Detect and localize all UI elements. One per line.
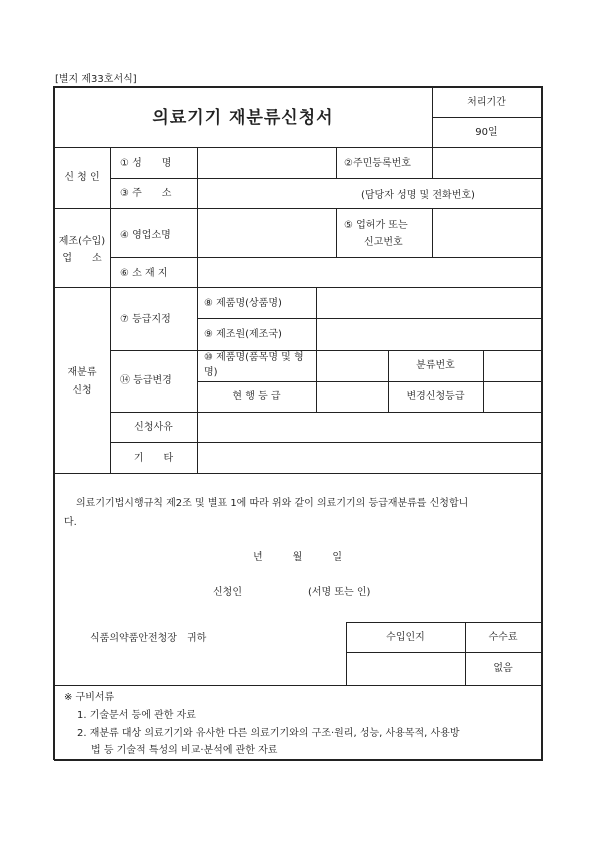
current-grade-field[interactable] bbox=[317, 382, 387, 411]
product-model-label-line2: 명) bbox=[204, 367, 218, 378]
other-label: 기 타 bbox=[133, 453, 174, 464]
product-model-field[interactable] bbox=[317, 351, 387, 380]
docs-item1: 1. 기술문서 등에 관한 자료 bbox=[77, 710, 196, 721]
origin-label: ⑨ 제조원(제조국) bbox=[204, 329, 282, 340]
reason-field[interactable] bbox=[198, 413, 540, 441]
recipient: 식품의약품안전청장 귀하 bbox=[90, 633, 207, 644]
docs-item2-line1: 2. 재분류 대상 의료기기와 유사한 다른 의료기기와의 구조·원리, 성능, 사용목적, 사용방 bbox=[77, 728, 460, 739]
rrn-label: ②주민등록번호 bbox=[344, 158, 411, 169]
license-label-line2: 신고번호 bbox=[364, 237, 403, 248]
other-field[interactable] bbox=[198, 443, 540, 472]
statement-line2: 다. bbox=[64, 517, 77, 528]
grade-designation-label: ⑦ 등급지정 bbox=[120, 314, 171, 325]
name-field[interactable] bbox=[198, 148, 335, 177]
requested-grade-label: 변경신청등급 bbox=[406, 391, 465, 402]
location-field[interactable] bbox=[198, 258, 540, 286]
fee-value: 없음 bbox=[493, 663, 513, 674]
requested-grade-field[interactable] bbox=[484, 382, 540, 411]
grade-change-label: ⑭ 등급변경 bbox=[120, 375, 172, 386]
rrn-field[interactable] bbox=[433, 148, 540, 177]
form-title: 의료기기 재분류신청서 bbox=[152, 108, 334, 128]
name-label: ① 성 명 bbox=[120, 158, 172, 169]
origin-field[interactable] bbox=[317, 319, 540, 349]
reason-label: 신청사유 bbox=[134, 422, 173, 433]
date-line: 년 월 일 bbox=[253, 552, 342, 563]
fee-label: 수수료 bbox=[488, 632, 518, 643]
class-number-label: 분류번호 bbox=[416, 360, 455, 371]
revenue-stamp-area[interactable] bbox=[347, 653, 464, 684]
current-grade-label: 현 행 등 급 bbox=[232, 391, 281, 402]
business-name-field[interactable] bbox=[198, 209, 335, 256]
processing-period-value: 90일 bbox=[475, 127, 498, 138]
location-label: ⑥ 소 재 지 bbox=[120, 268, 168, 279]
revenue-stamp-label: 수입인지 bbox=[386, 632, 425, 643]
product-model-label-line1: ⑩ 제품명(품목명 및 형 bbox=[204, 352, 304, 363]
signer-label: 신청인 bbox=[213, 587, 242, 598]
license-number-field[interactable] bbox=[433, 209, 540, 256]
manufacturer-section-line2: 업 소 bbox=[62, 253, 102, 264]
business-name-label: ④ 영업소명 bbox=[120, 230, 171, 241]
product-name-label: ⑧ 제품명(상품명) bbox=[204, 298, 282, 309]
processing-period-label: 처리기간 bbox=[467, 97, 506, 108]
license-label-line1: ⑤ 업허가 또는 bbox=[344, 220, 408, 231]
class-number-field[interactable] bbox=[484, 351, 540, 380]
reclass-section-line1: 재분류 bbox=[67, 367, 97, 378]
docs-item2-line2: 법 등 기술적 특성의 비교·분석에 관한 자료 bbox=[91, 745, 278, 756]
form-label: [별지 제33호서식] bbox=[55, 74, 137, 85]
address-label: ③ 주 소 bbox=[120, 188, 172, 199]
product-name-field[interactable] bbox=[317, 288, 540, 317]
reclass-section-line2: 신청 bbox=[72, 385, 92, 396]
signature-note: (서명 또는 인) bbox=[308, 587, 371, 598]
applicant-section-label: 신 청 인 bbox=[64, 172, 100, 183]
contact-note: (담당자 성명 및 전화번호) bbox=[361, 190, 475, 201]
statement-line1: 의료기기법시행규칙 제2조 및 별표 1에 따라 위와 같이 의료기기의 등급재분류를 신청합니 bbox=[76, 498, 469, 509]
manufacturer-section-line1: 제조(수입) bbox=[58, 236, 106, 247]
docs-header: ※ 구비서류 bbox=[64, 692, 115, 703]
